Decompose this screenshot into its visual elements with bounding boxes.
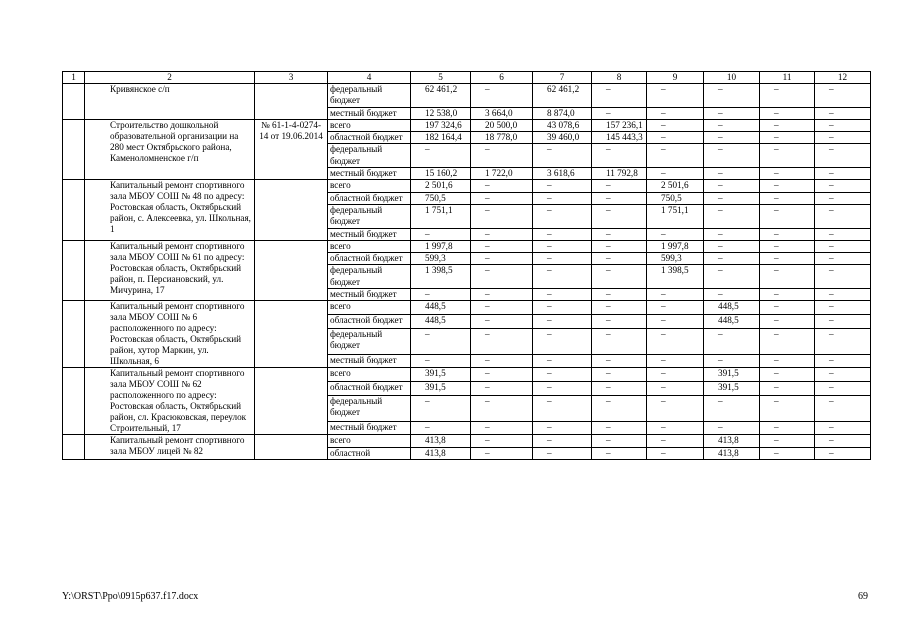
amount-cell: 448,5 [704,314,760,328]
table-row [63,435,871,447]
amount-cell: – [815,395,871,421]
amount-cell: – [704,84,760,108]
amount-cell: 3 618,6 [533,168,592,180]
amount-cell: – [411,354,471,368]
amount-cell: 391,5 [411,381,471,395]
document-number-cell [255,301,328,368]
amount-cell: – [592,253,647,265]
amount-cell: – [592,328,647,354]
table-row [63,301,871,315]
amount-cell: – [533,381,592,395]
amount-cell: – [815,119,871,131]
amount-cell: 62 461,2 [533,84,592,108]
document-number-cell [255,240,328,300]
funding-source-cell: федеральный бюджет [328,395,411,421]
amount-cell: – [760,144,815,168]
funding-source-cell: областной бюджет [328,192,411,204]
amount-cell: – [815,368,871,382]
amount-cell: – [592,395,647,421]
amount-cell: – [760,132,815,144]
amount-cell: – [592,301,647,315]
amount-cell: – [471,240,533,252]
object-name-cell: Капитальный ремонт спортивного зала МБОУ СОШ № 6 расположенного по адресу: Ростовская область, Октябрьский район, хутор Маркин, ул. Школьная, 6 [85,301,255,368]
amount-cell: – [760,180,815,192]
row-index-cell [63,240,85,300]
amount-cell: – [647,144,704,168]
object-name-cell: Строительство дошкольной образовательной организации на 280 мест Октябрьского района, Каменоломненское г/п [85,119,255,179]
document-number-cell [255,435,328,460]
amount-cell: – [704,395,760,421]
amount-cell: 1 751,1 [647,204,704,228]
column-header: 1 [63,72,85,84]
amount-cell: – [815,435,871,447]
amount-cell: 413,8 [411,435,471,447]
amount-cell: – [647,314,704,328]
funding-source-cell: местный бюджет [328,168,411,180]
amount-cell: – [647,447,704,459]
amount-cell: 2 501,6 [411,180,471,192]
funding-source-cell: федеральный бюджет [328,84,411,108]
amount-cell: – [471,435,533,447]
amount-cell: 62 461,2 [411,84,471,108]
amount-cell: – [647,119,704,131]
amount-cell: – [647,289,704,301]
amount-cell: – [411,289,471,301]
amount-cell: – [411,144,471,168]
amount-cell: – [760,314,815,328]
amount-cell: – [815,107,871,119]
amount-cell: – [647,381,704,395]
funding-source-cell: всего [328,119,411,131]
amount-cell: – [704,228,760,240]
amount-cell: 750,5 [647,192,704,204]
amount-cell: 413,8 [704,435,760,447]
amount-cell: – [704,253,760,265]
amount-cell: – [815,240,871,252]
amount-cell: – [411,395,471,421]
amount-cell: 1 751,1 [411,204,471,228]
amount-cell: – [533,289,592,301]
amount-cell: – [815,354,871,368]
amount-cell: – [760,253,815,265]
amount-cell: – [704,144,760,168]
amount-cell: – [533,395,592,421]
amount-cell: – [533,240,592,252]
amount-cell: 157 236,1 [592,119,647,131]
amount-cell: 20 500,0 [471,119,533,131]
amount-cell: – [760,204,815,228]
funding-source-cell: местный бюджет [328,421,411,435]
amount-cell: – [647,168,704,180]
amount-cell: – [704,204,760,228]
amount-cell: – [471,228,533,240]
amount-cell: – [760,107,815,119]
amount-cell: – [592,381,647,395]
amount-cell: – [647,107,704,119]
column-header: 3 [255,72,328,84]
amount-cell: 413,8 [704,447,760,459]
amount-cell: 2 501,6 [647,180,704,192]
column-header: 10 [704,72,760,84]
amount-cell: – [471,395,533,421]
table-row [63,84,871,108]
header-row [63,72,871,84]
amount-cell: – [533,354,592,368]
amount-cell: – [592,314,647,328]
amount-cell: – [471,84,533,108]
row-index-cell [63,368,85,435]
amount-cell: – [647,228,704,240]
amount-cell: 448,5 [411,314,471,328]
amount-cell: – [760,354,815,368]
amount-cell: 391,5 [411,368,471,382]
amount-cell: 11 792,8 [592,168,647,180]
amount-cell: 197 324,6 [411,119,471,131]
amount-cell: – [592,107,647,119]
table-row [63,368,871,382]
amount-cell: – [471,328,533,354]
amount-cell: – [647,435,704,447]
amount-cell: 750,5 [411,192,471,204]
amount-cell: – [592,289,647,301]
funding-source-cell: областной бюджет [328,381,411,395]
amount-cell: – [533,253,592,265]
amount-cell: – [411,421,471,435]
amount-cell: – [704,265,760,289]
amount-cell: – [760,328,815,354]
amount-cell: – [815,328,871,354]
funding-source-cell: местный бюджет [328,228,411,240]
amount-cell: – [815,314,871,328]
column-header: 8 [592,72,647,84]
amount-cell: – [815,381,871,395]
column-header: 2 [85,72,255,84]
column-header: 9 [647,72,704,84]
amount-cell: 1 997,8 [411,240,471,252]
funding-source-cell: областной бюджет [328,314,411,328]
amount-cell: – [533,328,592,354]
amount-cell: – [471,368,533,382]
amount-cell: – [760,289,815,301]
amount-cell: – [647,368,704,382]
budget-table [62,71,871,460]
amount-cell: – [760,265,815,289]
amount-cell: – [592,447,647,459]
amount-cell: 413,8 [411,447,471,459]
amount-cell: – [471,289,533,301]
document-number-cell [255,84,328,120]
amount-cell: – [533,421,592,435]
amount-cell: – [592,180,647,192]
amount-cell: – [704,168,760,180]
amount-cell: 448,5 [411,301,471,315]
amount-cell: – [704,107,760,119]
row-index-cell [63,119,85,179]
amount-cell: – [411,328,471,354]
amount-cell: – [760,301,815,315]
amount-cell: – [815,192,871,204]
funding-source-cell: федеральный бюджет [328,265,411,289]
amount-cell: – [815,144,871,168]
amount-cell: – [760,421,815,435]
amount-cell: – [760,228,815,240]
funding-source-cell: областной [328,447,411,459]
amount-cell: – [760,192,815,204]
column-header: 7 [533,72,592,84]
footer-page-number: 69 [858,591,868,602]
amount-cell: – [760,395,815,421]
amount-cell: – [815,447,871,459]
amount-cell: – [704,180,760,192]
amount-cell: – [533,301,592,315]
amount-cell: – [815,228,871,240]
funding-source-cell: всего [328,435,411,447]
object-name-cell: Капитальный ремонт спортивного зала МБОУ СОШ № 48 по адресу: Ростовская область, Октябрьский район, с. Алексеевка, ул. Школьная, 1 [85,180,255,240]
amount-cell: 391,5 [704,381,760,395]
amount-cell: – [815,84,871,108]
amount-cell: – [471,204,533,228]
row-index-cell [63,435,85,460]
amount-cell: – [533,228,592,240]
amount-cell: – [592,368,647,382]
amount-cell: – [704,240,760,252]
amount-cell: – [815,253,871,265]
amount-cell: – [533,192,592,204]
amount-cell: – [592,435,647,447]
amount-cell: 1 997,8 [647,240,704,252]
funding-source-cell: всего [328,301,411,315]
amount-cell: 599,3 [647,253,704,265]
row-index-cell [63,301,85,368]
amount-cell: – [471,381,533,395]
amount-cell: 448,5 [704,301,760,315]
amount-cell: 145 443,3 [592,132,647,144]
amount-cell: – [760,168,815,180]
funding-source-cell: местный бюджет [328,289,411,301]
amount-cell: – [647,84,704,108]
amount-cell: – [471,144,533,168]
amount-cell: – [760,84,815,108]
amount-cell: 8 874,0 [533,107,592,119]
amount-cell: 1 398,5 [647,265,704,289]
amount-cell: – [471,354,533,368]
amount-cell: – [533,144,592,168]
amount-cell: – [704,421,760,435]
object-name-cell: Капитальный ремонт спортивного зала МБОУ лицей № 82 [85,435,255,460]
amount-cell: 391,5 [704,368,760,382]
column-header: 12 [815,72,871,84]
funding-source-cell: всего [328,368,411,382]
amount-cell: – [704,119,760,131]
row-index-cell [63,180,85,240]
amount-cell: – [533,204,592,228]
column-header: 5 [411,72,471,84]
amount-cell: – [647,421,704,435]
amount-cell: 1 722,0 [471,168,533,180]
column-header: 6 [471,72,533,84]
amount-cell: – [815,265,871,289]
amount-cell: – [471,301,533,315]
amount-cell: – [815,132,871,144]
document-number-cell [255,368,328,435]
amount-cell: – [815,301,871,315]
amount-cell: – [760,240,815,252]
amount-cell: – [533,180,592,192]
amount-cell: – [647,328,704,354]
amount-cell: – [592,265,647,289]
document-number-cell: № 61-1-4-0274-14 от 19.06.2014 [255,119,328,179]
amount-cell: – [592,240,647,252]
amount-cell: – [471,421,533,435]
amount-cell: – [533,447,592,459]
amount-cell: – [411,228,471,240]
amount-cell: – [647,395,704,421]
amount-cell: – [760,381,815,395]
amount-cell: – [815,180,871,192]
funding-source-cell: всего [328,240,411,252]
amount-cell: – [471,265,533,289]
table-row [63,119,871,131]
amount-cell: – [533,314,592,328]
document-number-cell [255,180,328,240]
amount-cell: 12 538,0 [411,107,471,119]
funding-source-cell: федеральный бюджет [328,144,411,168]
amount-cell: 1 398,5 [411,265,471,289]
amount-cell: 3 664,0 [471,107,533,119]
funding-source-cell: местный бюджет [328,354,411,368]
table-row [63,180,871,192]
amount-cell: 18 778,0 [471,132,533,144]
amount-cell: 15 160,2 [411,168,471,180]
amount-cell: – [592,192,647,204]
amount-cell: – [471,253,533,265]
amount-cell: – [647,354,704,368]
funding-source-cell: федеральный бюджет [328,204,411,228]
amount-cell: – [647,132,704,144]
amount-cell: 39 460,0 [533,132,592,144]
amount-cell: – [592,144,647,168]
amount-cell: – [647,301,704,315]
amount-cell: – [760,119,815,131]
amount-cell: – [471,192,533,204]
amount-cell: 182 164,4 [411,132,471,144]
row-index-cell [63,84,85,120]
amount-cell: – [815,289,871,301]
amount-cell: – [592,228,647,240]
amount-cell: – [592,354,647,368]
amount-cell: – [533,265,592,289]
amount-cell: – [815,168,871,180]
amount-cell: – [592,84,647,108]
amount-cell: – [704,354,760,368]
column-header: 11 [760,72,815,84]
object-name-cell: Кривянское с/п [85,84,255,120]
amount-cell: 43 078,6 [533,119,592,131]
amount-cell: – [533,435,592,447]
amount-cell: – [760,435,815,447]
object-name-cell: Капитальный ремонт спортивного зала МБОУ СОШ № 61 по адресу: Ростовская область, Октябрьский район, п. Персиановский, ул. Мичурина, 17 [85,240,255,300]
amount-cell: – [704,132,760,144]
amount-cell: 599,3 [411,253,471,265]
amount-cell: – [760,447,815,459]
amount-cell: – [815,204,871,228]
amount-cell: – [592,204,647,228]
funding-source-cell: всего [328,180,411,192]
footer-file-path: Y:\ORST\Ppo\0915p637.f17.docx [62,591,199,602]
funding-source-cell: областной бюджет [328,253,411,265]
amount-cell: – [704,328,760,354]
amount-cell: – [471,314,533,328]
amount-cell: – [533,368,592,382]
amount-cell: – [704,192,760,204]
amount-cell: – [471,180,533,192]
object-name-cell: Капитальный ремонт спортивного зала МБОУ СОШ № 62 расположенного по адресу: Ростовская область, Октябрьский район, сл. Красюковская, переулок Строительный, 17 [85,368,255,435]
amount-cell: – [760,368,815,382]
funding-source-cell: федеральный бюджет [328,328,411,354]
amount-cell: – [592,421,647,435]
amount-cell: – [471,447,533,459]
funding-source-cell: областной бюджет [328,132,411,144]
funding-source-cell: местный бюджет [328,107,411,119]
amount-cell: – [704,289,760,301]
column-header: 4 [328,72,411,84]
table-row [63,240,871,252]
amount-cell: – [815,421,871,435]
